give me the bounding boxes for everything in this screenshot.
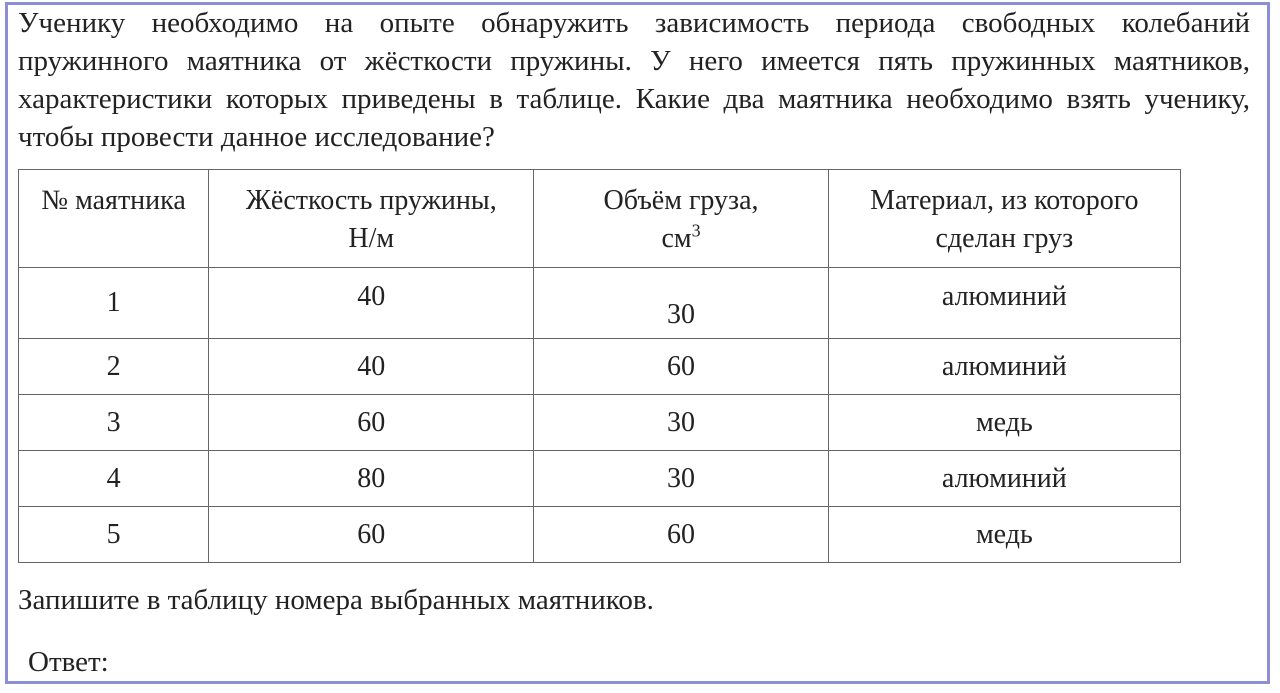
table-row (19, 507, 1181, 563)
header-stiffness (209, 170, 534, 268)
header-stiffness-line1: Жёсткость пружины, (245, 185, 497, 216)
cell-volume: 30 (534, 268, 828, 339)
cell-number: 5 (19, 507, 209, 563)
cell-number: 1 (19, 268, 209, 339)
cell-stiffness: 40 (209, 268, 534, 339)
header-volume-line1: Объём груза, (603, 185, 759, 216)
cell-material: алюминий (828, 268, 1180, 339)
cell-stiffness: 60 (209, 507, 534, 563)
table-row (19, 268, 1181, 339)
header-number (19, 170, 209, 268)
header-material-line2: сделан груз (935, 223, 1074, 254)
cell-volume: 60 (534, 507, 828, 563)
cell-material: алюминий (828, 451, 1180, 507)
table-row (19, 339, 1181, 395)
pendulum-table (18, 169, 1181, 563)
question-text: Ученику необходимо на опыте обнаружить зависимость периода свободных колебаний пружинного маятника от жёсткости пружины. У него имеется пять пружинных маятников, характеристики которых приведены в таблице. Какие два маятника необходимо взять ученику, чтобы провести данное исследование? (18, 7, 1250, 153)
cell-material: медь (828, 507, 1180, 563)
cell-number: 3 (19, 395, 209, 451)
cell-volume: 30 (534, 395, 828, 451)
cell-volume: 30 (534, 451, 828, 507)
cell-stiffness: 80 (209, 451, 534, 507)
header-volume-unit-sup: 3 (691, 220, 701, 241)
cell-material: алюминий (828, 339, 1180, 395)
header-material-line1: Материал, из которого (870, 185, 1139, 216)
cell-stiffness: 60 (209, 395, 534, 451)
instruction-text: Запишите в таблицу номера выбранных маятников. (18, 584, 654, 616)
cell-number: 2 (19, 339, 209, 395)
cell-volume: 60 (534, 339, 828, 395)
cell-stiffness: 40 (209, 339, 534, 395)
cell-material: медь (828, 395, 1180, 451)
table-row (19, 451, 1181, 507)
header-stiffness-line2: Н/м (348, 223, 395, 254)
header-volume (534, 170, 828, 268)
header-volume-unit: см (661, 223, 692, 254)
table-row (19, 395, 1181, 451)
cell-number: 4 (19, 451, 209, 507)
answer-label: Ответ: (28, 646, 109, 678)
header-number-label: № маятника (41, 185, 186, 216)
header-material (828, 170, 1180, 268)
table-header-row (19, 170, 1181, 268)
